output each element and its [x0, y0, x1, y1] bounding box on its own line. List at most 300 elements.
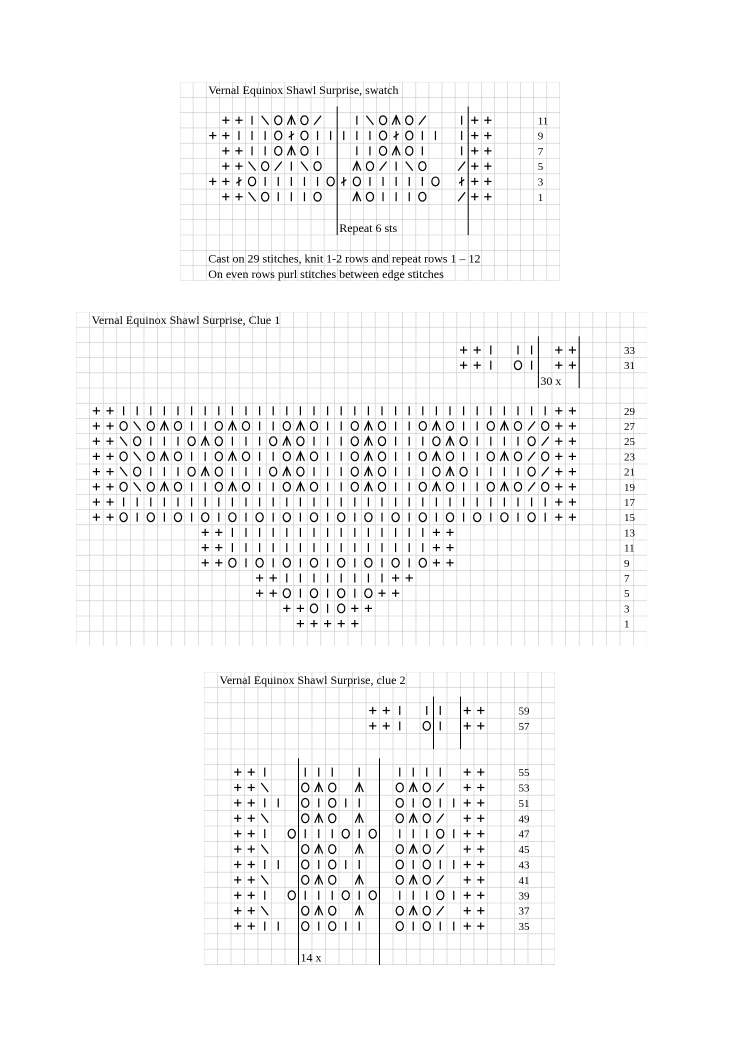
double-decrease-symbol	[228, 452, 236, 461]
ssk-decrease-symbol	[249, 162, 256, 171]
row-number: 25	[624, 436, 635, 449]
yarn-over-symbol	[174, 452, 181, 461]
edge-stitch-symbol	[569, 468, 576, 475]
yarn-over-symbol	[302, 860, 309, 869]
double-decrease-symbol	[283, 467, 291, 476]
edge-stitch-symbol	[433, 529, 440, 536]
edge-stitch-symbol	[222, 193, 229, 200]
twisted-stitch-symbol	[459, 177, 464, 186]
edge-stitch-symbol	[446, 544, 453, 551]
ssk-decrease-symbol	[261, 845, 268, 854]
yarn-over-symbol	[487, 452, 494, 461]
edge-stitch-symbol	[222, 117, 229, 124]
edge-stitch-symbol	[464, 846, 471, 853]
edge-stitch-symbol	[555, 362, 562, 369]
yarn-over-symbol	[147, 482, 154, 491]
yarn-over-symbol	[275, 131, 282, 140]
edge-stitch-symbol	[93, 468, 100, 475]
double-decrease-symbol	[353, 192, 361, 201]
yarn-over-symbol	[366, 192, 373, 201]
yarn-over-symbol	[419, 482, 426, 491]
row-number: 9	[537, 130, 544, 143]
clue2-chart	[204, 672, 555, 965]
edge-stitch-symbol	[477, 861, 484, 868]
edge-stitch-symbol	[234, 769, 241, 776]
yarn-over-symbol	[248, 177, 255, 186]
edge-stitch-symbol	[464, 923, 471, 930]
yarn-over-symbol	[423, 906, 430, 915]
double-decrease-symbol	[409, 906, 417, 915]
yarn-over-symbol	[433, 437, 440, 446]
yarn-over-symbol	[134, 467, 141, 476]
edge-stitch-symbol	[283, 605, 290, 612]
yarn-over-symbol	[270, 437, 277, 446]
edge-stitch-symbol	[93, 514, 100, 521]
edge-stitch-symbol	[464, 861, 471, 868]
yarn-over-symbol	[302, 876, 309, 885]
k2tog-decrease-symbol	[314, 116, 321, 125]
double-decrease-symbol	[409, 783, 417, 792]
edge-stitch-symbol	[477, 907, 484, 914]
row-number: 21	[624, 466, 635, 479]
yarn-over-symbol	[351, 452, 358, 461]
ssk-decrease-symbol	[262, 116, 269, 125]
yarn-over-symbol	[120, 513, 127, 522]
edge-stitch-symbol	[569, 438, 576, 445]
yarn-over-symbol	[423, 845, 430, 854]
yarn-over-symbol	[302, 814, 309, 823]
double-decrease-symbol	[409, 845, 417, 854]
k2tog-decrease-symbol	[528, 452, 535, 461]
yarn-over-symbol	[147, 513, 154, 522]
yarn-over-symbol	[378, 482, 385, 491]
edge-stitch-symbol	[464, 892, 471, 899]
edge-stitch-symbol	[106, 438, 113, 445]
yarn-over-symbol	[329, 783, 336, 792]
edge-stitch-symbol	[464, 907, 471, 914]
clue2-grid	[204, 672, 555, 965]
edge-stitch-symbol	[477, 784, 484, 791]
row-number: 37	[518, 905, 530, 918]
double-decrease-symbol	[364, 482, 372, 491]
double-decrease-symbol	[283, 437, 291, 446]
edge-stitch-symbol	[484, 132, 491, 139]
row-number: 11	[624, 542, 635, 555]
yarn-over-symbol	[329, 922, 336, 931]
yarn-over-symbol	[378, 422, 385, 431]
row-number: 31	[624, 360, 635, 373]
double-decrease-symbol	[228, 482, 236, 491]
edge-stitch-symbol	[477, 892, 484, 899]
yarn-over-symbol	[283, 558, 290, 567]
double-decrease-symbol	[409, 814, 417, 823]
yarn-over-symbol	[396, 860, 403, 869]
double-decrease-symbol	[355, 814, 363, 823]
edge-stitch-symbol	[477, 769, 484, 776]
yarn-over-symbol	[419, 452, 426, 461]
double-decrease-symbol	[446, 467, 454, 476]
k2tog-decrease-symbol	[542, 467, 549, 476]
double-decrease-symbol	[296, 422, 304, 431]
ssk-decrease-symbol	[366, 116, 373, 125]
yarn-over-symbol	[353, 177, 360, 186]
yarn-over-symbol	[419, 513, 426, 522]
edge-stitch-symbol	[222, 178, 229, 185]
double-decrease-symbol	[392, 116, 400, 125]
yarn-over-symbol	[215, 467, 222, 476]
yarn-over-symbol	[242, 422, 249, 431]
yarn-over-symbol	[542, 452, 549, 461]
edge-stitch-symbol	[234, 861, 241, 868]
double-decrease-symbol	[160, 422, 168, 431]
k2tog-decrease-symbol	[542, 437, 549, 446]
edge-stitch-symbol	[555, 438, 562, 445]
edge-stitch-symbol	[464, 876, 471, 883]
edge-stitch-symbol	[383, 722, 390, 729]
k2tog-decrease-symbol	[437, 906, 444, 915]
yarn-over-symbol	[366, 162, 373, 171]
yarn-over-symbol	[188, 437, 195, 446]
double-decrease-symbol	[432, 452, 440, 461]
double-decrease-symbol	[160, 452, 168, 461]
edge-stitch-symbol	[234, 876, 241, 883]
double-decrease-symbol	[355, 875, 363, 884]
repeat-label: Repeat 6 sts	[339, 220, 398, 235]
edge-stitch-symbol	[464, 707, 471, 714]
yarn-over-symbol	[242, 452, 249, 461]
edge-stitch-symbol	[471, 117, 478, 124]
edge-stitch-symbol	[383, 707, 390, 714]
k2tog-decrease-symbol	[275, 162, 282, 171]
yarn-over-symbol	[120, 452, 127, 461]
row-number: 15	[624, 512, 635, 525]
edge-stitch-symbol	[464, 815, 471, 822]
edge-stitch-symbol	[433, 559, 440, 566]
yarn-over-symbol	[446, 422, 453, 431]
yarn-over-symbol	[396, 876, 403, 885]
row-number: 11	[537, 115, 549, 128]
yarn-over-symbol	[433, 467, 440, 476]
double-decrease-symbol	[446, 437, 454, 446]
row-number: 51	[518, 797, 530, 810]
edge-stitch-symbol	[406, 574, 413, 581]
yarn-over-symbol	[302, 799, 309, 808]
edge-stitch-symbol	[202, 529, 209, 536]
double-decrease-symbol	[432, 422, 440, 431]
yarn-over-symbol	[501, 513, 508, 522]
k2tog-decrease-symbol	[437, 783, 444, 792]
double-decrease-symbol	[315, 875, 323, 884]
yarn-over-symbol	[256, 558, 263, 567]
yarn-over-symbol	[262, 162, 269, 171]
row-number: 43	[518, 859, 530, 872]
yarn-over-symbol	[423, 783, 430, 792]
yarn-over-symbol	[419, 558, 426, 567]
row-number: 41	[518, 874, 530, 887]
yarn-over-symbol	[283, 422, 290, 431]
edge-stitch-symbol	[477, 876, 484, 883]
double-decrease-symbol	[500, 422, 508, 431]
row-number: 27	[624, 421, 635, 433]
yarn-over-symbol	[338, 589, 345, 598]
yarn-over-symbol	[351, 437, 358, 446]
edge-stitch-symbol	[106, 483, 113, 490]
edge-stitch-symbol	[106, 453, 113, 460]
edge-stitch-symbol	[93, 438, 100, 445]
double-decrease-symbol	[287, 116, 295, 125]
yarn-over-symbol	[406, 131, 413, 140]
yarn-over-symbol	[215, 422, 222, 431]
edge-stitch-symbol	[555, 407, 562, 414]
yarn-over-symbol	[446, 482, 453, 491]
yarn-over-symbol	[147, 422, 154, 431]
twisted-stitch-symbol	[394, 131, 399, 140]
edge-stitch-symbol	[464, 722, 471, 729]
yarn-over-symbol	[283, 482, 290, 491]
clue1-gridlines	[76, 312, 647, 646]
row-number: 5	[624, 588, 630, 601]
twisted-stitch-symbol	[289, 131, 294, 140]
k2tog-decrease-symbol	[437, 814, 444, 823]
edge-stitch-symbol	[235, 117, 242, 124]
yarn-over-symbol	[297, 437, 304, 446]
double-decrease-symbol	[364, 452, 372, 461]
double-decrease-symbol	[296, 452, 304, 461]
yarn-over-symbol	[229, 513, 236, 522]
yarn-over-symbol	[270, 467, 277, 476]
yarn-over-symbol	[437, 891, 444, 900]
yarn-over-symbol	[283, 589, 290, 598]
yarn-over-symbol	[351, 467, 358, 476]
edge-stitch-symbol	[569, 422, 576, 429]
yarn-over-symbol	[329, 845, 336, 854]
yarn-over-symbol	[329, 860, 336, 869]
yarn-over-symbol	[446, 513, 453, 522]
twisted-stitch-symbol	[341, 177, 346, 186]
twisted-stitch-symbol	[236, 177, 241, 186]
edge-stitch-symbol	[365, 605, 372, 612]
yarn-over-symbol	[419, 192, 426, 201]
edge-stitch-symbol	[202, 544, 209, 551]
yarn-over-symbol	[432, 177, 439, 186]
ssk-decrease-symbol	[261, 906, 268, 915]
instruction-note: On even rows purl stitches between edge stitches	[208, 266, 444, 281]
edge-stitch-symbol	[369, 722, 376, 729]
yarn-over-symbol	[437, 829, 444, 838]
edge-stitch-symbol	[471, 178, 478, 185]
row-number: 33	[624, 345, 635, 357]
yarn-over-symbol	[514, 361, 521, 370]
yarn-over-symbol	[338, 513, 345, 522]
double-decrease-symbol	[315, 906, 323, 915]
yarn-over-symbol	[419, 422, 426, 431]
edge-stitch-symbol	[471, 132, 478, 139]
row-number: 59	[518, 705, 530, 718]
row-number: 23	[624, 451, 635, 464]
yarn-over-symbol	[396, 922, 403, 931]
edge-stitch-symbol	[215, 559, 222, 566]
double-decrease-symbol	[353, 162, 361, 171]
yarn-over-symbol	[396, 814, 403, 823]
edge-stitch-symbol	[471, 193, 478, 200]
repeat-label: 30 x	[540, 373, 562, 388]
ssk-decrease-symbol	[134, 452, 141, 461]
edge-stitch-symbol	[297, 620, 304, 627]
double-decrease-symbol	[201, 467, 209, 476]
row-number: 47	[518, 828, 530, 841]
edge-stitch-symbol	[555, 498, 562, 505]
yarn-over-symbol	[302, 906, 309, 915]
edge-stitch-symbol	[106, 407, 113, 414]
edge-stitch-symbol	[248, 907, 255, 914]
yarn-over-symbol	[528, 467, 535, 476]
yarn-over-symbol	[378, 452, 385, 461]
yarn-over-symbol	[378, 467, 385, 476]
edge-stitch-symbol	[471, 147, 478, 154]
yarn-over-symbol	[301, 131, 308, 140]
yarn-over-symbol	[351, 482, 358, 491]
edge-stitch-symbol	[569, 407, 576, 414]
edge-stitch-symbol	[464, 799, 471, 806]
yarn-over-symbol	[275, 116, 282, 125]
yarn-over-symbol	[406, 146, 413, 155]
edge-stitch-symbol	[297, 605, 304, 612]
chart-title: Vernal Equinox Shawl Surprise, swatch	[208, 83, 399, 98]
yarn-over-symbol	[229, 558, 236, 567]
row-number: 53	[518, 782, 530, 795]
edge-stitch-symbol	[446, 559, 453, 566]
yarn-over-symbol	[329, 799, 336, 808]
yarn-over-symbol	[342, 891, 349, 900]
double-decrease-symbol	[287, 146, 295, 155]
yarn-over-symbol	[329, 906, 336, 915]
double-decrease-symbol	[432, 482, 440, 491]
row-number: 3	[537, 176, 544, 189]
edge-stitch-symbol	[324, 620, 331, 627]
row-number: 39	[518, 890, 530, 903]
edge-stitch-symbol	[234, 892, 241, 899]
edge-stitch-symbol	[209, 178, 216, 185]
edge-stitch-symbol	[248, 876, 255, 883]
row-number: 7	[537, 145, 544, 158]
double-decrease-symbol	[160, 482, 168, 491]
edge-stitch-symbol	[93, 498, 100, 505]
edge-stitch-symbol	[106, 468, 113, 475]
edge-stitch-symbol	[248, 830, 255, 837]
edge-stitch-symbol	[477, 923, 484, 930]
edge-stitch-symbol	[106, 514, 113, 521]
edge-stitch-symbol	[464, 784, 471, 791]
edge-stitch-symbol	[477, 846, 484, 853]
yarn-over-symbol	[379, 146, 386, 155]
row-number: 55	[518, 767, 530, 780]
yarn-over-symbol	[120, 422, 127, 431]
yarn-over-symbol	[283, 452, 290, 461]
edge-stitch-symbol	[256, 590, 263, 597]
double-decrease-symbol	[355, 783, 363, 792]
yarn-over-symbol	[256, 513, 263, 522]
k2tog-decrease-symbol	[458, 162, 465, 171]
ssk-decrease-symbol	[261, 783, 268, 792]
yarn-over-symbol	[423, 860, 430, 869]
ssk-decrease-symbol	[261, 814, 268, 823]
edge-stitch-symbol	[471, 163, 478, 170]
row-number: 5	[537, 161, 544, 174]
yarn-over-symbol	[288, 891, 295, 900]
edge-stitch-symbol	[215, 529, 222, 536]
yarn-over-symbol	[310, 482, 317, 491]
k2tog-decrease-symbol	[437, 875, 444, 884]
edge-stitch-symbol	[106, 498, 113, 505]
edge-stitch-symbol	[235, 163, 242, 170]
yarn-over-symbol	[310, 604, 317, 613]
edge-stitch-symbol	[369, 707, 376, 714]
yarn-over-symbol	[423, 799, 430, 808]
edge-stitch-symbol	[202, 559, 209, 566]
edge-stitch-symbol	[234, 830, 241, 837]
edge-stitch-symbol	[392, 590, 399, 597]
edge-stitch-symbol	[93, 422, 100, 429]
yarn-over-symbol	[514, 422, 521, 431]
yarn-over-symbol	[174, 482, 181, 491]
row-number: 49	[518, 813, 530, 826]
edge-stitch-symbol	[248, 923, 255, 930]
yarn-over-symbol	[338, 604, 345, 613]
yarn-over-symbol	[188, 467, 195, 476]
edge-stitch-symbol	[93, 483, 100, 490]
yarn-over-symbol	[283, 513, 290, 522]
double-decrease-symbol	[364, 437, 372, 446]
yarn-over-symbol	[301, 116, 308, 125]
row-number: 7	[624, 573, 630, 585]
yarn-over-symbol	[392, 558, 399, 567]
yarn-over-symbol	[423, 814, 430, 823]
yarn-over-symbol	[275, 146, 282, 155]
ssk-decrease-symbol	[120, 467, 127, 476]
yarn-over-symbol	[262, 192, 269, 201]
yarn-over-symbol	[329, 814, 336, 823]
chart-title: Vernal Equinox Shawl Surprise, clue 2	[219, 673, 406, 688]
edge-stitch-symbol	[477, 799, 484, 806]
edge-stitch-symbol	[484, 163, 491, 170]
edge-stitch-symbol	[484, 193, 491, 200]
edge-stitch-symbol	[106, 422, 113, 429]
row-number: 1	[624, 618, 630, 631]
edge-stitch-symbol	[234, 799, 241, 806]
yarn-over-symbol	[351, 422, 358, 431]
edge-stitch-symbol	[474, 346, 481, 353]
edge-stitch-symbol	[555, 422, 562, 429]
edge-stitch-symbol	[460, 362, 467, 369]
yarn-over-symbol	[474, 513, 481, 522]
yarn-over-symbol	[120, 482, 127, 491]
edge-stitch-symbol	[270, 574, 277, 581]
double-decrease-symbol	[355, 906, 363, 915]
yarn-over-symbol	[242, 482, 249, 491]
row-number: 3	[624, 603, 630, 616]
double-decrease-symbol	[315, 845, 323, 854]
yarn-over-symbol	[396, 845, 403, 854]
edge-stitch-symbol	[235, 193, 242, 200]
k2tog-decrease-symbol	[380, 162, 387, 171]
yarn-over-symbol	[423, 922, 430, 931]
edge-stitch-symbol	[270, 590, 277, 597]
edge-stitch-symbol	[222, 132, 229, 139]
double-decrease-symbol	[500, 482, 508, 491]
ssk-decrease-symbol	[261, 875, 268, 884]
yarn-over-symbol	[365, 589, 372, 598]
yarn-over-symbol	[147, 452, 154, 461]
